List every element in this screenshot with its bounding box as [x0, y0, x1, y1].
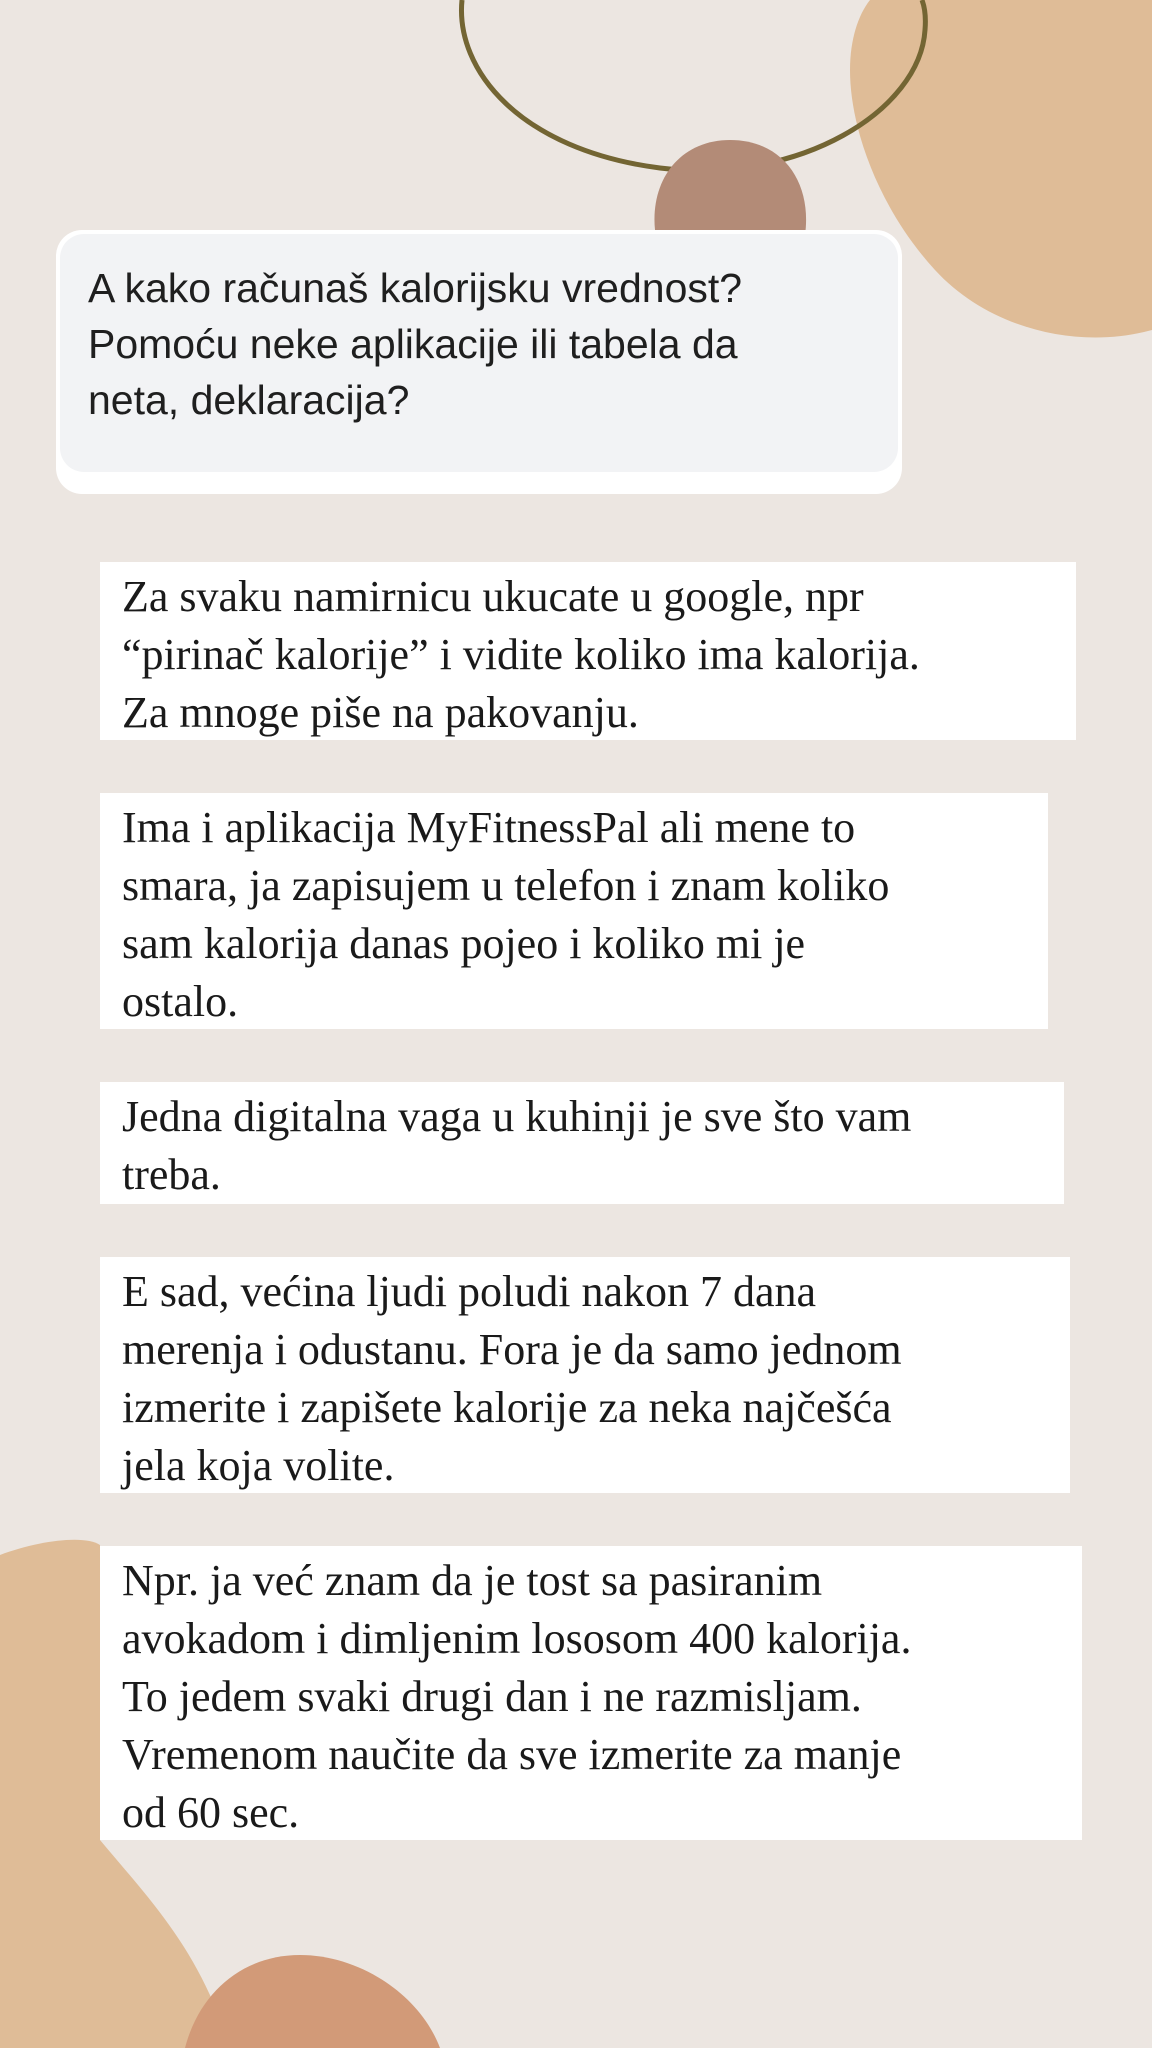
- answer-text-block: Jedna digitalna vaga u kuhinji je sve što vam treba.: [100, 1082, 1064, 1204]
- answer-text-block: Npr. ja već znam da je tost sa pasiranim avokadom i dimljenim lososom 400 kalorija. To jedem svaki drugi dan i ne razmisljam. Vremenom naučite da sve izmerite za manje od 60 sec.: [100, 1546, 1082, 1840]
- tan-blob-left-lower: [0, 1840, 230, 2048]
- question-card: [56, 230, 902, 494]
- question-text: A kako računaš kalorijsku vrednost? Pomoću neke aplikacije ili tabela da neta, deklaracija?: [88, 265, 743, 423]
- brown-blob: [654, 140, 806, 235]
- question-bubble: [60, 234, 898, 472]
- answer-text-block: E sad, većina ljudi poludi nakon 7 dana merenja i odustanu. Fora je da samo jednom izmerite i zapišete kalorije za neka najčešća jela koja volite.: [100, 1257, 1070, 1493]
- answer-text-block: Ima i aplikacija MyFitnessPal ali mene to smara, ja zapisujem u telefon i znam koliko sam kalorija danas pojeo i koliko mi je ostalo.: [100, 793, 1048, 1029]
- terracotta-blob-bottom: [185, 1955, 440, 2048]
- answer-text-block: Za svaku namirnicu ukucate u google, npr “pirinač kalorije” i vidite koliko ima kalorija. Za mnoge piše na pakovanju.: [100, 562, 1076, 740]
